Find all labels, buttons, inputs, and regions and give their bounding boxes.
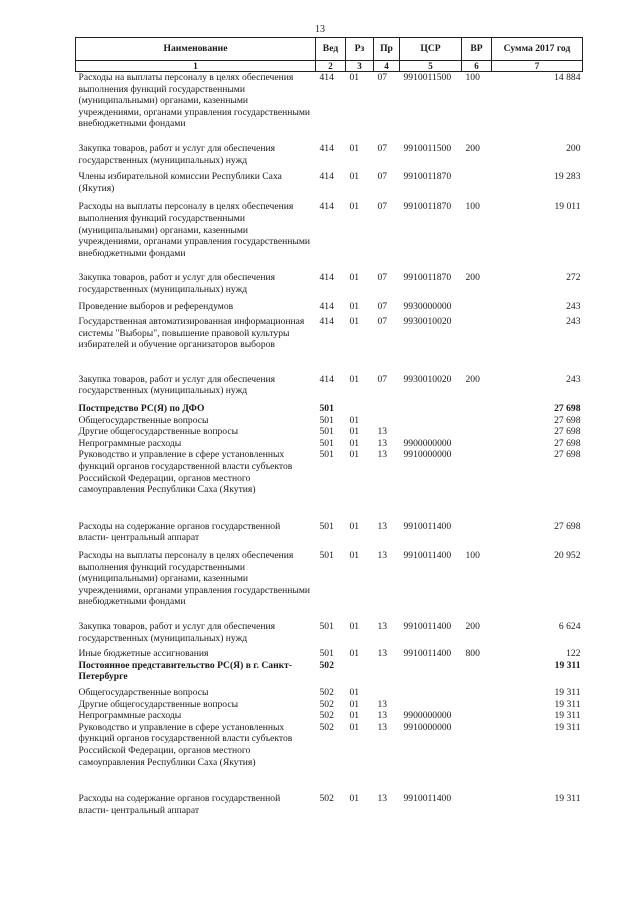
row-pr (374, 683, 400, 699)
row-pr (374, 660, 400, 683)
column-number-row (76, 61, 583, 72)
row-csr: 9910011400 (403, 793, 452, 805)
row-csr: 9910011870 (403, 201, 452, 213)
row-name: Иные бюджетные ассигнования (78, 648, 209, 660)
row-ved: 501 (319, 437, 334, 449)
page-number: 13 (315, 24, 325, 35)
budget-table (75, 37, 583, 816)
row-name: Члены избирательной комиссии Республики Саха (Якутия) (78, 171, 282, 194)
row-sum: 200 (566, 142, 581, 154)
row-ved: 501 (319, 620, 334, 632)
row-rz: 01 (349, 142, 360, 154)
column-number: 3 (346, 61, 374, 72)
row-rz: 01 (349, 710, 360, 722)
row-ved: 502 (319, 793, 334, 805)
row-ved: 414 (319, 300, 334, 312)
table-row (76, 72, 583, 130)
row-vr (462, 426, 492, 438)
row-pr: 13 (377, 550, 388, 561)
row-vr: 100 (465, 550, 480, 561)
row-csr: 9910011870 (403, 272, 452, 284)
row-sum: 27 698 (554, 426, 581, 438)
row-csr: 9910011870 (403, 171, 452, 183)
row-ved: 414 (319, 171, 334, 183)
row-csr: 9910011400 (403, 520, 452, 532)
row-csr (400, 415, 462, 427)
table-row (76, 351, 583, 397)
table-row (76, 710, 583, 722)
table-row (76, 449, 583, 495)
row-name: Закупка товаров, работ и услуг для обеспечения государственных (муниципальных) нужд (78, 373, 276, 397)
table-row (76, 644, 583, 660)
row-csr (400, 660, 462, 683)
row-name: Закупка товаров, работ и услуг для обеспечения государственных (муниципальных) нужд (78, 272, 276, 295)
table-row (76, 608, 583, 644)
row-rz: 01 (349, 721, 360, 733)
row-vr (462, 397, 492, 415)
table-row (76, 166, 583, 194)
row-vr: 200 (465, 272, 480, 284)
row-ved: 414 (319, 72, 334, 83)
row-name: Другие общегосударственные вопросы (78, 426, 239, 438)
row-pr: 13 (377, 449, 388, 461)
row-pr: 07 (377, 142, 388, 154)
row-rz: 01 (349, 648, 360, 660)
table-row (76, 699, 583, 711)
row-rz: 01 (349, 72, 360, 83)
row-sum: 19 311 (554, 698, 581, 710)
row-pr: 13 (377, 793, 388, 805)
row-vr: 800 (465, 648, 480, 660)
row-rz: 01 (349, 437, 360, 449)
row-sum: 27 698 (554, 520, 581, 532)
row-ved: 414 (319, 373, 334, 385)
row-ved: 502 (319, 698, 334, 710)
table-row (76, 660, 583, 683)
row-ved: 501 (319, 403, 334, 415)
row-ved: 502 (319, 686, 334, 698)
header-pr: Пр (374, 38, 400, 61)
header-sum: Сумма 2017 год (492, 38, 583, 61)
table-row (76, 296, 583, 313)
row-rz: 01 (349, 449, 360, 461)
row-pr: 13 (377, 437, 388, 449)
row-sum: 27 698 (554, 403, 581, 415)
row-rz (346, 397, 374, 415)
table-row (76, 130, 583, 166)
row-csr: 9910000000 (403, 721, 452, 733)
row-ved: 414 (319, 142, 334, 154)
row-name: Другие общегосударственные вопросы (78, 698, 239, 710)
table-row (76, 544, 583, 608)
row-pr: 07 (377, 72, 388, 83)
row-ved: 414 (319, 272, 334, 284)
row-csr: 9910000000 (403, 449, 452, 461)
column-number: 2 (316, 61, 346, 72)
row-sum: 19 311 (554, 659, 581, 671)
table-row (76, 397, 583, 415)
row-name: Руководство и управление в сфере установленных функций органов государственной власти субъектов Российской Федерации, органов местного самоуправления Республики Саха (Якутия) (78, 449, 293, 496)
row-vr: 200 (465, 620, 480, 632)
row-ved: 414 (319, 201, 334, 213)
row-vr (462, 449, 492, 495)
row-pr: 13 (377, 648, 388, 660)
row-csr: 9930010020 (403, 373, 452, 385)
row-vr (462, 166, 492, 194)
row-name: Расходы на выплаты персоналу в целях обеспечения выполнения функций государственными (муниципальными) органами, казенными учреждениями, органами управления государственными внебюджетными фондами (78, 72, 311, 130)
row-csr (400, 397, 462, 415)
row-csr: 9910011400 (403, 550, 452, 561)
header-rz: Рз (346, 38, 374, 61)
row-csr: 9910011400 (403, 620, 452, 632)
row-pr: 13 (377, 426, 388, 438)
row-rz: 01 (349, 686, 360, 698)
row-pr: 13 (377, 721, 388, 733)
row-name: Расходы на содержание органов государственной власти- центральный аппарат (78, 793, 281, 816)
row-rz: 01 (349, 520, 360, 532)
row-csr (400, 699, 462, 711)
row-vr: 200 (465, 142, 480, 154)
row-rz: 01 (349, 620, 360, 632)
row-pr: 07 (377, 300, 388, 312)
row-sum: 243 (566, 300, 581, 312)
row-sum: 243 (566, 373, 581, 385)
row-sum: 27 698 (554, 437, 581, 449)
row-pr: 13 (377, 698, 388, 710)
column-number: 4 (374, 61, 400, 72)
row-sum: 14 884 (554, 72, 581, 83)
row-ved: 502 (319, 710, 334, 722)
row-sum: 19 311 (554, 721, 581, 733)
row-name: Государственная автоматизированная информационная системы "Выборы", повышение правовой культуры избирателей и обучение организаторов выборов (78, 316, 305, 351)
table-row (76, 259, 583, 295)
row-sum: 19 311 (554, 686, 581, 698)
table-body (76, 72, 583, 817)
header-vr: ВР (462, 38, 492, 61)
table-row (76, 415, 583, 427)
row-pr: 13 (377, 710, 388, 722)
row-ved: 501 (319, 520, 334, 532)
row-vr (462, 496, 492, 544)
row-sum: 19 311 (554, 710, 581, 722)
row-sum: 27 698 (554, 414, 581, 426)
header-ved: Вед (316, 38, 346, 61)
row-rz: 01 (349, 426, 360, 438)
row-csr: 9900000000 (403, 710, 452, 722)
row-rz: 01 (349, 300, 360, 312)
row-vr: 100 (465, 201, 480, 213)
row-pr: 13 (377, 520, 388, 532)
row-pr: 07 (377, 272, 388, 284)
row-sum: 243 (566, 316, 581, 328)
row-sum: 20 952 (554, 550, 581, 561)
table-row (76, 683, 583, 699)
row-vr (462, 768, 492, 816)
row-pr: 07 (377, 373, 388, 385)
row-vr (462, 415, 492, 427)
table-row (76, 496, 583, 544)
row-csr: 9900000000 (403, 437, 452, 449)
row-csr: 9910011500 (403, 72, 452, 83)
row-vr: 100 (465, 72, 480, 83)
row-vr (462, 722, 492, 768)
row-vr: 200 (465, 373, 480, 385)
row-sum: 122 (566, 648, 581, 660)
row-vr (462, 312, 492, 351)
row-pr: 07 (377, 171, 388, 183)
row-rz (346, 660, 374, 683)
table-row (76, 722, 583, 768)
row-ved: 502 (319, 721, 334, 733)
column-number: 5 (400, 61, 462, 72)
row-name: Проведение выборов и референдумов (78, 300, 234, 312)
table-row (76, 768, 583, 816)
row-name: Непрограммные расходы (78, 710, 182, 722)
row-name: Постпредство РС(Я) по ДФО (78, 403, 205, 415)
row-name: Постоянное представительство РС(Я) в г. Санкт-Петербурге (78, 659, 293, 683)
row-csr: 9910011500 (403, 142, 452, 154)
row-vr (462, 710, 492, 722)
row-pr (374, 397, 400, 415)
table-row (76, 438, 583, 450)
row-pr: 13 (377, 620, 388, 632)
row-rz: 01 (349, 272, 360, 284)
row-vr (462, 699, 492, 711)
row-ved: 501 (319, 426, 334, 438)
row-name: Расходы на выплаты персоналу в целях обеспечения выполнения функций государственными (муниципальными) органами, казенными учреждениями, органами управления государственными внебюджетными фондами (78, 201, 311, 259)
row-pr (374, 415, 400, 427)
row-pr: 07 (377, 316, 388, 328)
row-name: Закупка товаров, работ и услуг для обеспечения государственных (муниципальных) нужд (78, 620, 276, 644)
row-name: Общегосударственные вопросы (78, 686, 209, 698)
row-csr: 9930000000 (403, 300, 452, 312)
row-csr: 9910011400 (403, 648, 452, 660)
table-row (76, 312, 583, 351)
row-vr (462, 660, 492, 683)
row-csr: 9930010020 (403, 316, 452, 328)
row-sum: 19 311 (554, 793, 581, 805)
row-rz: 01 (349, 793, 360, 805)
row-sum: 19 283 (554, 171, 581, 183)
row-ved: 414 (319, 316, 334, 328)
row-name: Непрограммные расходы (78, 437, 182, 449)
row-ved: 501 (319, 648, 334, 660)
row-rz: 01 (349, 316, 360, 328)
header-name: Наименование (76, 38, 316, 61)
header-csr: ЦСР (400, 38, 462, 61)
row-name: Расходы на выплаты персоналу в целях обеспечения выполнения функций государственными (муниципальными) органами, казенными учреждениями, органами управления государственными внебюджетными фондами (78, 550, 311, 608)
row-csr (400, 683, 462, 699)
row-sum: 6 624 (558, 620, 581, 632)
row-vr (462, 683, 492, 699)
column-number: 6 (462, 61, 492, 72)
row-csr (400, 426, 462, 438)
table-header-row (76, 38, 583, 61)
column-number: 7 (492, 61, 583, 72)
row-rz: 01 (349, 373, 360, 385)
row-name: Расходы на содержание органов государственной власти- центральный аппарат (78, 520, 281, 544)
column-number: 1 (76, 61, 316, 72)
row-sum: 27 698 (554, 449, 581, 461)
row-name: Общегосударственные вопросы (78, 414, 209, 426)
row-rz: 01 (349, 414, 360, 426)
row-rz: 01 (349, 171, 360, 183)
table-row (76, 194, 583, 259)
row-vr (462, 296, 492, 313)
row-vr (462, 438, 492, 450)
row-rz: 01 (349, 550, 360, 561)
row-pr: 07 (377, 201, 388, 213)
row-name: Закупка товаров, работ и услуг для обеспечения государственных (муниципальных) нужд (78, 142, 276, 166)
row-ved: 501 (319, 414, 334, 426)
row-rz: 01 (349, 698, 360, 710)
row-rz: 01 (349, 201, 360, 213)
row-sum: 19 011 (554, 201, 581, 213)
row-sum: 272 (566, 272, 581, 284)
row-name: Руководство и управление в сфере установленных функций органов государственной власти субъектов Российской Федерации, органов местного самоуправления Республики Саха (Якутия) (78, 721, 293, 768)
table-row (76, 426, 583, 438)
row-ved: 501 (319, 550, 334, 561)
row-ved: 501 (319, 449, 334, 461)
row-ved: 502 (319, 659, 334, 671)
